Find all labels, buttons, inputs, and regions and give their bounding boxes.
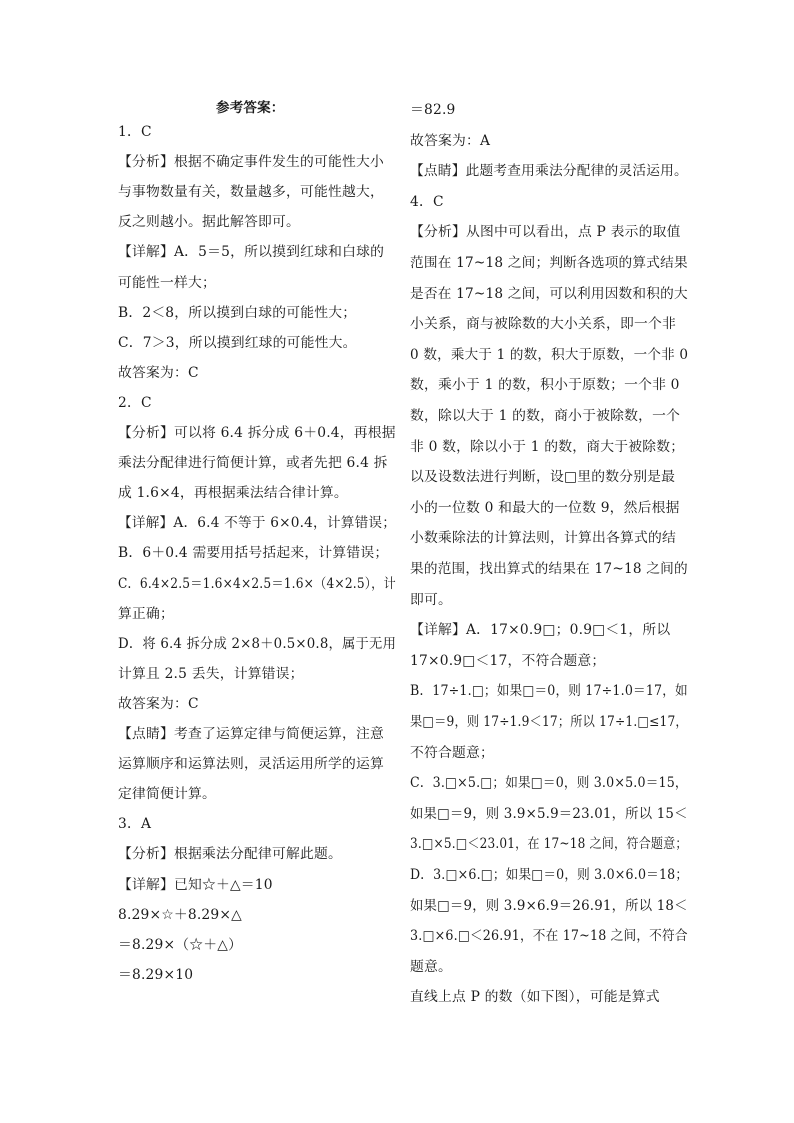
text-line: ＝8.29×（☆＋△） [118, 936, 243, 953]
text-line: 2．C [118, 394, 152, 411]
text-line: 【分析】从图中可以看出，点 P 表示的取值 [410, 224, 681, 241]
text-line: 成 1.6×4，再根据乘法结合律计算。 [118, 485, 348, 502]
text-line: 数，除以大于 1 的数，商小于被除数，一个 [410, 408, 681, 424]
text-line: B．6＋0.4 需要用括号括起来，计算错误； [118, 545, 389, 562]
text-line: 3.□×6.□＜26.91，不在 17~18 之间，不符合 [410, 928, 688, 945]
text-line: 是否在 17~18 之间，可以利用因数和积的大 [410, 285, 688, 302]
text-line: 1．C [118, 124, 152, 140]
text-line: 故答案为：C [118, 364, 199, 381]
text-line: 以及设数法进行判断，设□里的数分别是最 [410, 469, 676, 486]
text-line: 反之则越小。据此解答即可。 [118, 214, 300, 231]
text-line: 故答案为：A [410, 132, 491, 149]
text-line: 范围在 17~18 之间；判断各选项的算式结果 [410, 255, 688, 271]
text-line: 小数乘除法的计算法则，计算出各算式的结 [410, 530, 676, 547]
text-line: 【详解】A．5＝5，所以摸到红球和白球的 [118, 244, 385, 261]
text-line: 【详解】A．6.4 不等于 6×0.4，计算错误； [118, 515, 397, 532]
text-line: 果的范围，找出算式的结果在 17~18 之间的 [410, 561, 688, 577]
text-line: ＝82.9 [410, 102, 456, 118]
text-line: 【分析】根据不确定事件发生的可能性大小 [118, 154, 384, 171]
text-line: 果□＝9，则 17÷1.9＜17；所以 17÷1.□≤17， [410, 714, 688, 730]
text-line: D．3.□×6.□；如果□＝0，则 3.0×6.0＝18； [410, 867, 689, 883]
text-line: 小的一位数 0 和最大的一位数 9，然后根据 [410, 499, 680, 516]
text-line: 3.□×5.□＜23.01，在 17~18 之间，符合题意； [410, 836, 688, 853]
text-line: 【分析】根据乘法分配律可解此题。 [118, 846, 342, 863]
text-line: 非 0 数，除以小于 1 的数，商大于被除数； [410, 438, 685, 455]
text-line: 计算且 2.5 丢失，计算错误； [118, 665, 304, 682]
text-line: 【点睛】此题考查用乘法分配律的灵活运用。 [410, 163, 688, 180]
text-line: 算正确； [118, 605, 174, 622]
text-line: 不符合题意； [410, 744, 494, 761]
text-line: 如果□＝9，则 3.9×6.9＝26.91，所以 18＜ [410, 897, 688, 914]
text-line: C．7＞3，所以摸到红球的可能性大。 [118, 334, 357, 351]
text-line: 乘法分配律进行简便计算，或者先把 6.4 拆 [118, 455, 388, 472]
text-line: 8.29×☆＋8.29×△ [118, 906, 242, 923]
text-line: 【分析】可以将 6.4 拆分成 6＋0.4，再根据 [118, 425, 396, 441]
text-line: B．2＜8，所以摸到白球的可能性大； [118, 304, 357, 321]
text-line: 0 数，乘大于 1 的数，积大于原数，一个非 0 [410, 346, 689, 363]
answer-title: 参考答案： [216, 100, 285, 116]
text-line: 与事物数量有关，数量越多，可能性越大， [118, 184, 384, 201]
text-line: 直线上点 P 的数（如下图），可能是算式 [410, 989, 660, 1006]
text-line: 【详解】已知☆＋△＝10 [118, 876, 273, 893]
text-line: B．17÷1.□；如果□＝0，则 17÷1.0＝17，如 [410, 683, 688, 700]
text-line: 小关系，商与被除数的大小关系，即一个非 [410, 316, 676, 333]
text-line: 3．A [118, 816, 152, 833]
text-line: 【点睛】考查了运算定律与简便运算，注意 [118, 726, 384, 742]
text-line: 【详解】A．17×0.9□；0.9□＜1，所以 [410, 622, 671, 639]
text-line: C．3.□×5.□；如果□＝0，则 3.0×5.0＝15， [410, 775, 688, 792]
text-line: 数，乘小于 1 的数，积小于原数；一个非 0 [410, 377, 680, 394]
text-line: D．将 6.4 拆分成 2×8＋0.5×0.8，属于无用 [118, 635, 397, 652]
text-line: 定律简便计算。 [118, 786, 216, 803]
text-line: C．6.4×2.5＝1.6×4×2.5＝1.6×（4×2.5），计 [118, 575, 396, 592]
text-line: 如果□＝9，则 3.9×5.9＝23.01，所以 15＜ [410, 805, 688, 822]
text-line: ＝8.29×10 [118, 966, 194, 983]
text-line: 故答案为：C [118, 695, 199, 712]
text-line: 题意。 [410, 958, 452, 975]
text-line: 即可。 [410, 591, 452, 608]
text-line: 4．C [410, 193, 444, 210]
text-line: 可能性一样大； [118, 274, 216, 291]
text-line: 运算顺序和运算法则，灵活运用所学的运算 [118, 756, 384, 773]
text-line: 17×0.9□＜17，不符合题意； [410, 652, 606, 669]
